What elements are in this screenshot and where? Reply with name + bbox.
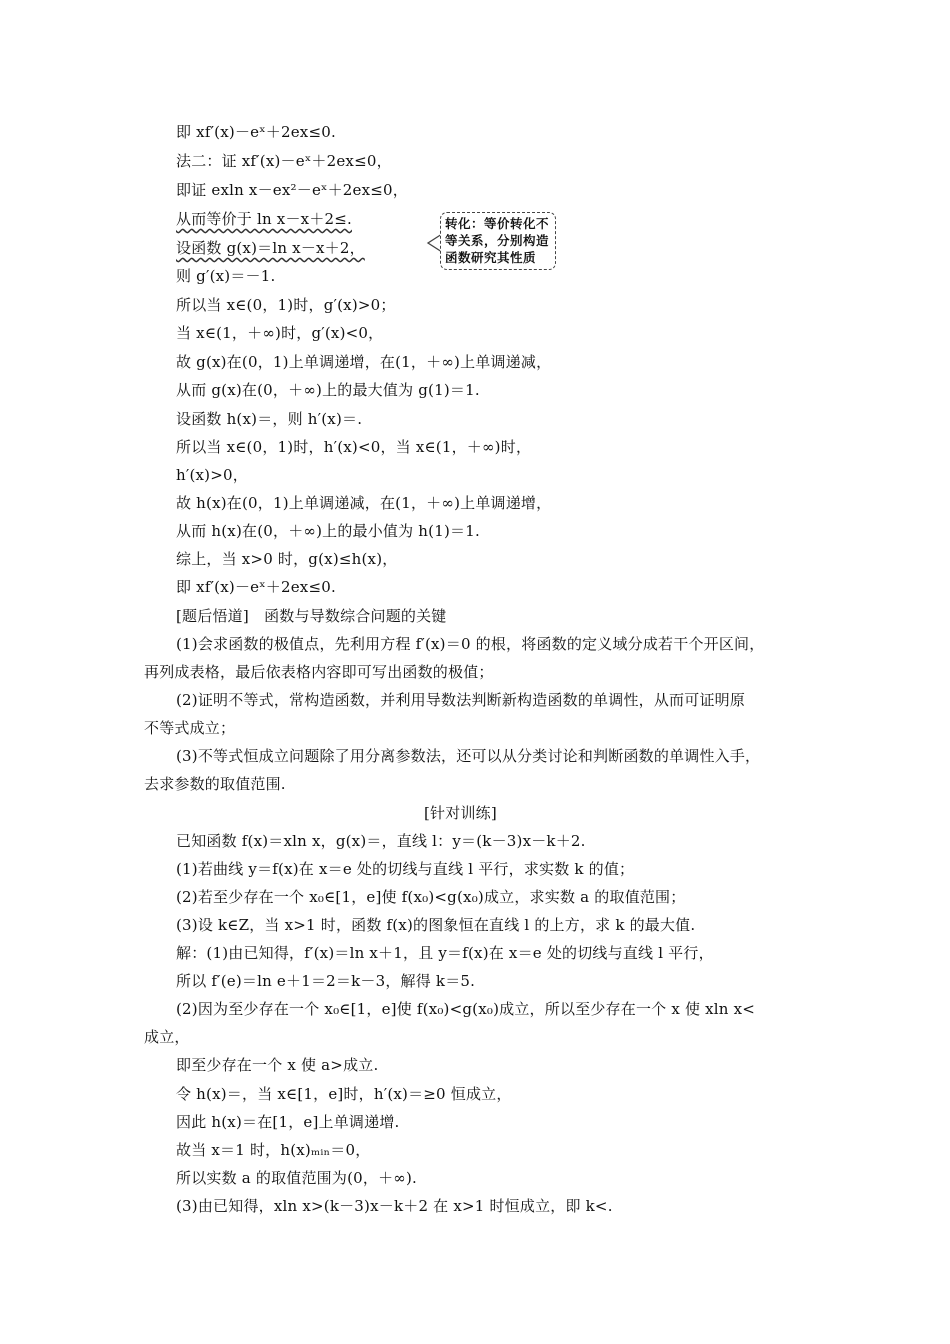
text-line-19: (1)会求函数的极值点，先利用方程 f′(x)＝0 的根，将函数的定义域分成若干个开区间， — [176, 635, 765, 653]
text-line-8: 当 x∈(1，＋∞)时，g′(x)<0， — [176, 324, 384, 342]
text-line-35: 令 h(x)＝，当 x∈[1，e]时，h′(x)＝≥0 恒成立， — [176, 1085, 512, 1103]
text-line-6: 则 g′(x)＝－1. — [176, 267, 276, 285]
text-line-14: 故 h(x)在(0，1)上单调递减，在(1，＋∞)上单调递增， — [176, 494, 552, 512]
text-line-4: 从而等价于 ln x－x＋2≤. — [176, 210, 352, 228]
text-line-28: (2)若至少存在一个 x₀∈[1，e]使 f(x₀)<g(x₀)成立，求实数 a 的取值范围； — [176, 888, 686, 906]
text-line-15: 从而 h(x)在(0，＋∞)上的最小值为 h(1)＝1. — [176, 522, 480, 540]
text-line-1: 即 xf′(x)－eˣ＋2ex≤0. — [176, 123, 336, 141]
text-line-2: 法二：证 xf′(x)－eˣ＋2ex≤0， — [176, 152, 392, 170]
text-line-26: 已知函数 f(x)＝xln x，g(x)＝，直线 l：y＝(k－3)x－k＋2. — [176, 832, 586, 850]
text-line-10: 从而 g(x)在(0，＋∞)上的最大值为 g(1)＝1. — [176, 381, 480, 399]
text-line-13: h′(x)>0， — [176, 466, 248, 484]
text-line-33: 成立， — [144, 1028, 190, 1046]
text-line-12: 所以当 x∈(0，1)时，h′(x)<0，当 x∈(1，＋∞)时， — [176, 438, 532, 456]
text-line-27: (1)若曲线 y＝f(x)在 x＝e 处的切线与直线 l 平行，求实数 k 的值； — [176, 860, 635, 878]
text-line-7: 所以当 x∈(0，1)时，g′(x)>0； — [176, 296, 396, 314]
callout-text: 转化：等价转化不等关系，分别构造函数研究其性质 — [445, 216, 550, 265]
text-line-24: 去求参数的取值范围. — [144, 775, 286, 793]
section-heading-training: [针对训练] — [424, 804, 497, 822]
text-line-3: 即证 exln x－ex²－eˣ＋2ex≤0， — [176, 181, 408, 199]
text-line-17: 即 xf′(x)－eˣ＋2ex≤0. — [176, 578, 336, 596]
text-line-38: 所以实数 a 的取值范围为(0，＋∞). — [176, 1169, 417, 1187]
text-line-21: (2)证明不等式，常构造函数，并利用导数法判断新构造函数的单调性，从而可证明原 — [176, 691, 746, 709]
text-line-30: 解：(1)由已知得，f′(x)＝ln x＋1，且 y＝f(x)在 x＝e 处的切线与直线 l 平行， — [176, 944, 714, 962]
text-line-36: 因此 h(x)＝在[1，e]上单调递增. — [176, 1113, 400, 1131]
text-line-11: 设函数 h(x)＝，则 h′(x)＝. — [176, 410, 363, 428]
text-line-37: 故当 x＝1 时，h(x)ₘᵢₙ＝0， — [176, 1141, 371, 1159]
text-line-22: 不等式成立； — [144, 719, 236, 737]
text-line-5: 设函数 g(x)＝ln x－x＋2， — [176, 239, 365, 257]
text-line-20: 再列成表格，最后依表格内容即可写出函数的极值； — [144, 663, 494, 681]
text-line-29: (3)设 k∈Z，当 x>1 时，函数 f(x)的图象恒在直线 l 的上方，求 k 的最大值. — [176, 916, 696, 934]
text-line-16: 综上，当 x>0 时，g(x)≤h(x)， — [176, 550, 398, 568]
text-line-23: (3)不等式恒成立问题除了用分离参数法，还可以从分类讨论和判断函数的单调性入手， — [176, 747, 761, 765]
text-line-32: (2)因为至少存在一个 x₀∈[1，e]使 f(x₀)<g(x₀)成立，所以至少存在一个 x 使 xln x< — [176, 1000, 756, 1018]
text-line-31: 所以 f′(e)＝ln e＋1＝2＝k－3，解得 k＝5. — [176, 972, 476, 990]
text-line-34: 即至少存在一个 x 使 a>成立. — [176, 1056, 379, 1074]
section-heading-tihou-wudao: [题后悟道] 函数与导数综合问题的关键 — [176, 607, 447, 625]
text-line-9: 故 g(x)在(0，1)上单调递增，在(1，＋∞)上单调递减， — [176, 353, 552, 371]
callout-box — [440, 212, 556, 270]
text-line-39: (3)由已知得，xln x>(k－3)x－k＋2 在 x>1 时恒成立，即 k<. — [176, 1197, 613, 1215]
